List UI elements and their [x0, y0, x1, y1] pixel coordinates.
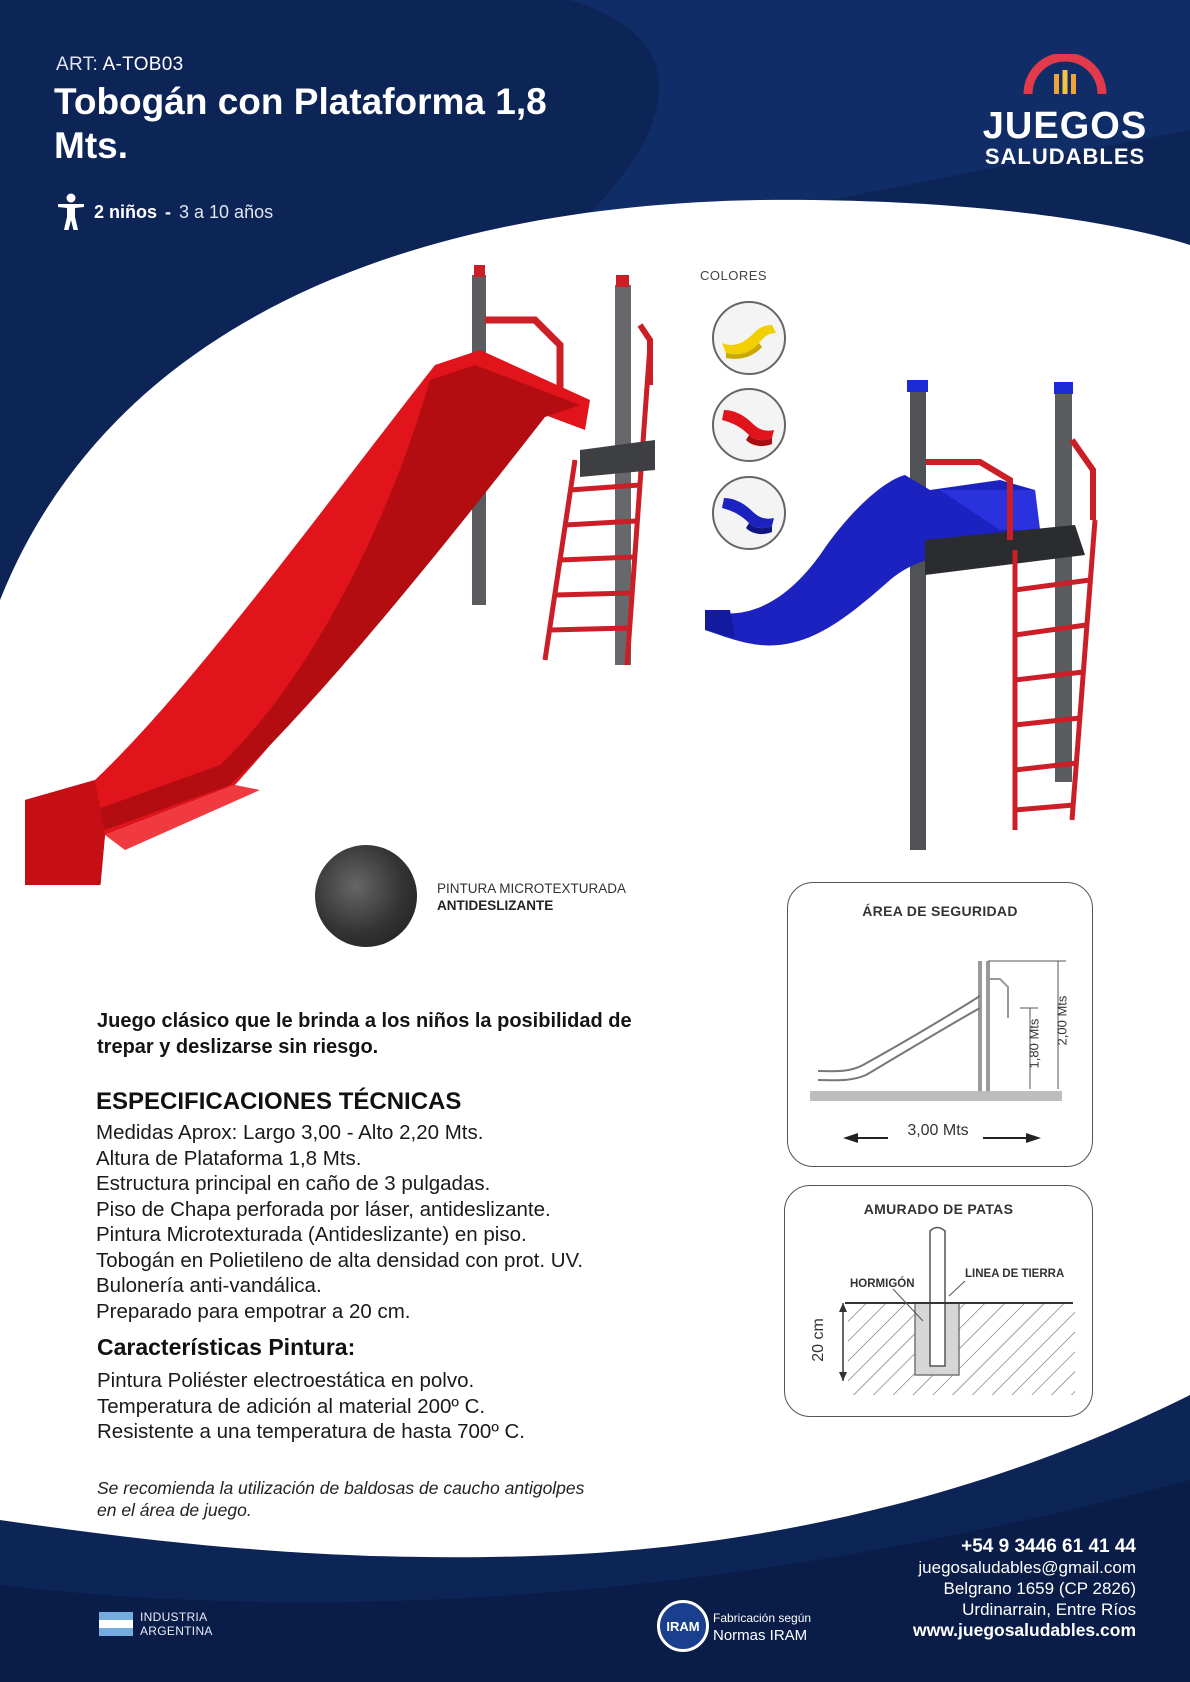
email-address[interactable]: juegosaludables@gmail.com: [918, 1558, 1136, 1577]
spec-item: Piso de Chapa perforada por láser, antideslizante.: [96, 1197, 551, 1221]
age-range: 3 a 10 años: [179, 201, 274, 222]
paint-item: Pintura Poliéster electroestática en polvo.: [97, 1369, 475, 1392]
color-swatch-blue[interactable]: [712, 476, 786, 550]
specs-heading: ESPECIFICACIONES TÉCNICAS: [96, 1088, 462, 1115]
spec-item: Preparado para empotrar a 20 cm.: [96, 1299, 411, 1323]
specs-list: [96, 1120, 583, 1324]
industria-line2: ARGENTINA: [140, 1624, 213, 1638]
yellow-slide-icon: [714, 303, 784, 373]
address-line2: Urdinarrain, Entre Ríos: [962, 1600, 1136, 1619]
article-prefix: ART:: [56, 54, 99, 75]
red-slide-illustration: [25, 265, 665, 885]
color-swatch-yellow[interactable]: [712, 301, 786, 375]
logo-line2: SALUDABLES: [984, 144, 1146, 169]
logo-line1: JUEGOS: [982, 105, 1148, 147]
brand-logo: [975, 54, 1155, 169]
contact-info: [913, 1536, 1136, 1641]
colors-label: COLORES: [700, 268, 768, 283]
spec-item: Medidas Aprox: Largo 3,00 - Alto 2,20 Mts.: [96, 1121, 484, 1144]
argentina-flag-icon: [99, 1612, 133, 1636]
iram-line2: Normas IRAM: [713, 1627, 808, 1644]
anchoring-title: AMURADO DE PATAS: [863, 1201, 1014, 1217]
iram-line1: Fabricación según: [713, 1611, 812, 1625]
blue-slide-icon: [714, 478, 784, 548]
paint-list: [97, 1368, 525, 1445]
rainbow-arch-icon: [1020, 54, 1110, 96]
spec-item: Tobogán en Polietileno de alta densidad con prot. UV.: [96, 1248, 584, 1272]
color-swatch-red[interactable]: [712, 388, 786, 462]
platform-height-label: 1,80 Mts: [1026, 1018, 1042, 1069]
child-icon: [56, 193, 86, 231]
texture-label-line2: ANTIDESLIZANTE: [437, 898, 554, 913]
industria-argentina: [140, 1610, 213, 1638]
paint-item: Resistente a una temperatura de hasta 700º C.: [97, 1420, 525, 1443]
depth-label: 20 cm: [810, 1318, 827, 1362]
ground-line-label: LINEA DE TIERRA: [965, 1268, 1065, 1280]
concrete-label: HORMIGÓN: [850, 1278, 915, 1290]
texture-label: [437, 880, 626, 914]
spec-item: Bulonería anti-vandálica.: [96, 1274, 322, 1297]
iram-badge-text: IRAM: [666, 1618, 700, 1634]
iram-certification: [713, 1610, 811, 1644]
texture-label-line1: PINTURA MICROTEXTURADA: [437, 881, 627, 896]
anchoring-drawing: [785, 1186, 1092, 1416]
iram-badge-icon: [657, 1600, 709, 1652]
article-number: A-TOB03: [102, 54, 184, 75]
phone-number[interactable]: +54 9 3446 61 41 44: [961, 1536, 1136, 1557]
safety-area-title: ÁREA DE SEGURIDAD: [862, 903, 1018, 919]
capacity-info: [56, 193, 273, 231]
safety-area-diagram: [787, 882, 1093, 1167]
texture-sample-icon: [315, 845, 417, 947]
kids-count: 2 niños: [94, 201, 158, 222]
total-height-label: 2,00 Mts: [1054, 995, 1070, 1046]
kids-separator: -: [165, 201, 172, 222]
product-title: Tobogán con Plataforma 1,8 Mts.: [54, 81, 547, 166]
spec-item: Pintura Microtexturada (Antideslizante) en piso.: [96, 1223, 527, 1246]
paint-heading: Características Pintura:: [97, 1334, 356, 1360]
industria-line1: INDUSTRIA: [140, 1610, 208, 1624]
article-code: [56, 54, 184, 76]
spec-item: Altura de Plataforma 1,8 Mts.: [96, 1146, 362, 1170]
red-slide-icon: [714, 390, 784, 460]
recommendation-note: Se recomienda la utilización de baldosas de caucho antigolpes en el área de juego.: [97, 1478, 585, 1520]
spec-item: Estructura principal en caño de 3 pulgadas.: [96, 1172, 491, 1195]
anchoring-diagram: [784, 1185, 1093, 1417]
length-label: 3,00 Mts: [907, 1122, 969, 1139]
intro-text: Juego clásico que le brinda a los niños la posibilidad de trepar y deslizarse sin riesgo.: [97, 1010, 632, 1058]
address-line1: Belgrano 1659 (CP 2826): [943, 1579, 1136, 1598]
website-link[interactable]: www.juegosaludables.com: [912, 1620, 1136, 1640]
paint-item: Temperatura de adición al material 200º C.: [97, 1394, 486, 1418]
